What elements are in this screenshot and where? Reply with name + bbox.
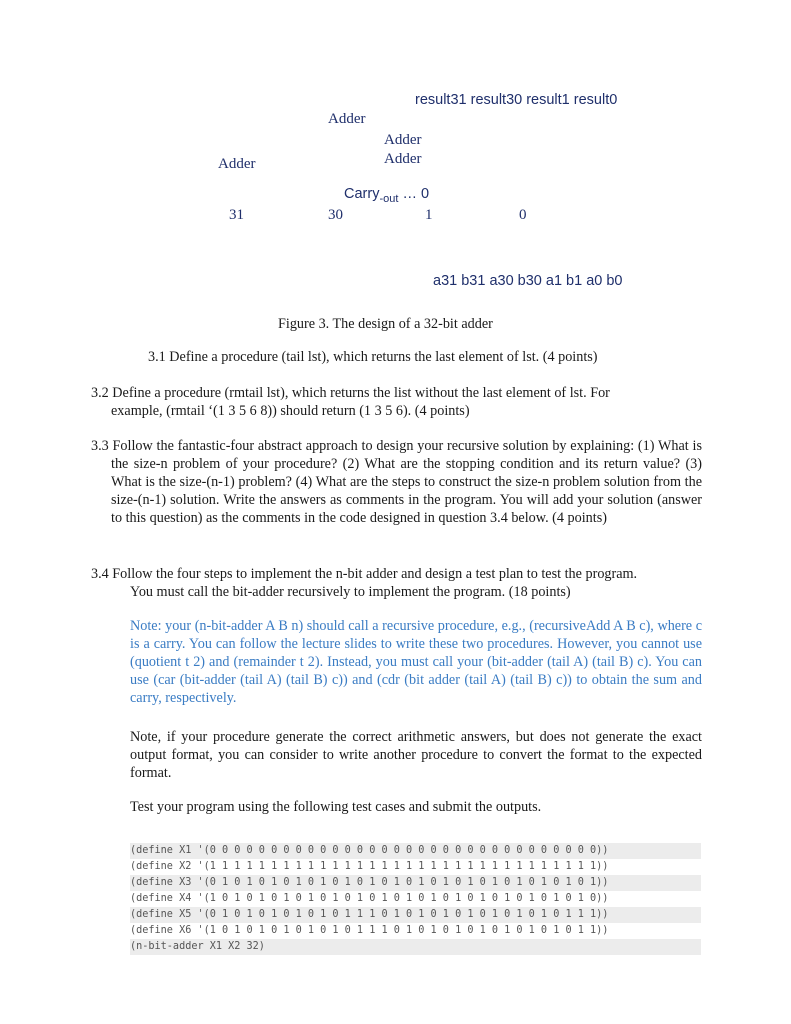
results-label: result31 result30 result1 result0: [415, 92, 618, 108]
adder-box-label: Adder: [384, 151, 422, 167]
code-line: (define X4 '(1 0 1 0 1 0 1 0 1 0 1 0 1 0 1 0 1 0 1 0 1 0 1 0 1 0 1 0 1 0 1 0)): [130, 893, 609, 904]
adder-box-label: Adder: [384, 132, 422, 148]
note-format: Note, if your procedure generate the correct arithmetic answers, but does not generate the exact output format, you can consider to write another procedure to convert the format to the expected format.: [130, 729, 702, 781]
code-line: (define X2 '(1 1 1 1 1 1 1 1 1 1 1 1 1 1 1 1 1 1 1 1 1 1 1 1 1 1 1 1 1 1 1 1)): [130, 861, 609, 872]
bit-label: 30: [328, 207, 343, 223]
code-line: (define X1 '(0 0 0 0 0 0 0 0 0 0 0 0 0 0 0 0 0 0 0 0 0 0 0 0 0 0 0 0 0 0 0 0)): [130, 843, 701, 859]
bit-label: 1: [425, 207, 433, 223]
figure-caption: Figure 3. The design of a 32-bit adder: [278, 316, 493, 332]
code-line: (define X5 '(0 1 0 1 0 1 0 1 0 1 0 1 1 1 0 1 0 1 0 1 0 1 0 1 0 1 0 1 0 1 1 1)): [130, 907, 701, 923]
bit-label: 0: [519, 207, 527, 223]
bit-label: 31: [229, 207, 244, 223]
code-line: (n-bit-adder X1 X2 32): [130, 939, 701, 955]
carry-out-label: [344, 186, 429, 205]
question-3-2-line1: 3.2 Define a procedure (rmtail lst), which returns the list without the last element of lst. For: [91, 385, 610, 401]
code-line: (define X6 '(1 0 1 0 1 0 1 0 1 0 1 0 1 1 1 0 1 0 1 0 1 0 1 0 1 0 1 0 1 0 1 1)): [130, 925, 609, 936]
inputs-label: a31 b31 a30 b30 a1 b1 a0 b0: [433, 273, 623, 289]
carry-out-text: Carry: [344, 186, 380, 202]
adder-box-label: Adder: [328, 111, 366, 127]
carry-out-sub: -out: [379, 193, 399, 205]
question-3-4-line2: You must call the bit-adder recursively to implement the program. (18 points): [130, 584, 571, 600]
question-3-1: 3.1 Define a procedure (tail lst), which returns the last element of lst. (4 points): [148, 349, 598, 365]
test-intro: Test your program using the following test cases and submit the outputs.: [130, 799, 542, 815]
code-line: (define X3 '(0 1 0 1 0 1 0 1 0 1 0 1 0 1 0 1 0 1 0 1 0 1 0 1 0 1 0 1 0 1 0 1)): [130, 875, 701, 891]
code-block: [130, 843, 701, 955]
question-3-4-line1: 3.4 Follow the four steps to implement the n-bit adder and design a test plan to test the program.: [91, 566, 638, 582]
adder-box-label: Adder: [218, 156, 256, 172]
ellipsis: …: [402, 186, 417, 202]
question-3-3-text: 3.3 Follow the fantastic-four abstract approach to design your recursive solution by explaining: (1) What is the size-n problem of your procedure? (2) What are the stopping condition and its return value? (3) What is the size-(n-1) problem? (4) What are the steps to construct the size-n problem solution from the size-(n-1) solution. Write the answers as comments in the program. You will add your solution (answer to this question) as the comments in the code designed in question 3.4 below. (4 points): [91, 438, 702, 526]
note-blue: Note: your (n-bit-adder A B n) should call a recursive procedure, e.g., (recursiveAdd A B c), where c is a carry. You can follow the lecture slides to write these two procedures. However, you cannot use (quotient t 2) and (remainder t 2). Instead, you must call your (bit-adder (tail A) (tail B) c). You can use (car (bit-adder (tail A) (tail B) c)) and (cdr (bit adder (tail A) (tail B) c)) to obtain the sum and carry, respectively.: [130, 618, 702, 706]
question-3-3: [91, 437, 702, 527]
carry-zero: 0: [420, 186, 430, 202]
question-3-2-line2: example, (rmtail ‘(1 3 5 6 8)) should return (1 3 5 6). (4 points): [111, 403, 470, 419]
